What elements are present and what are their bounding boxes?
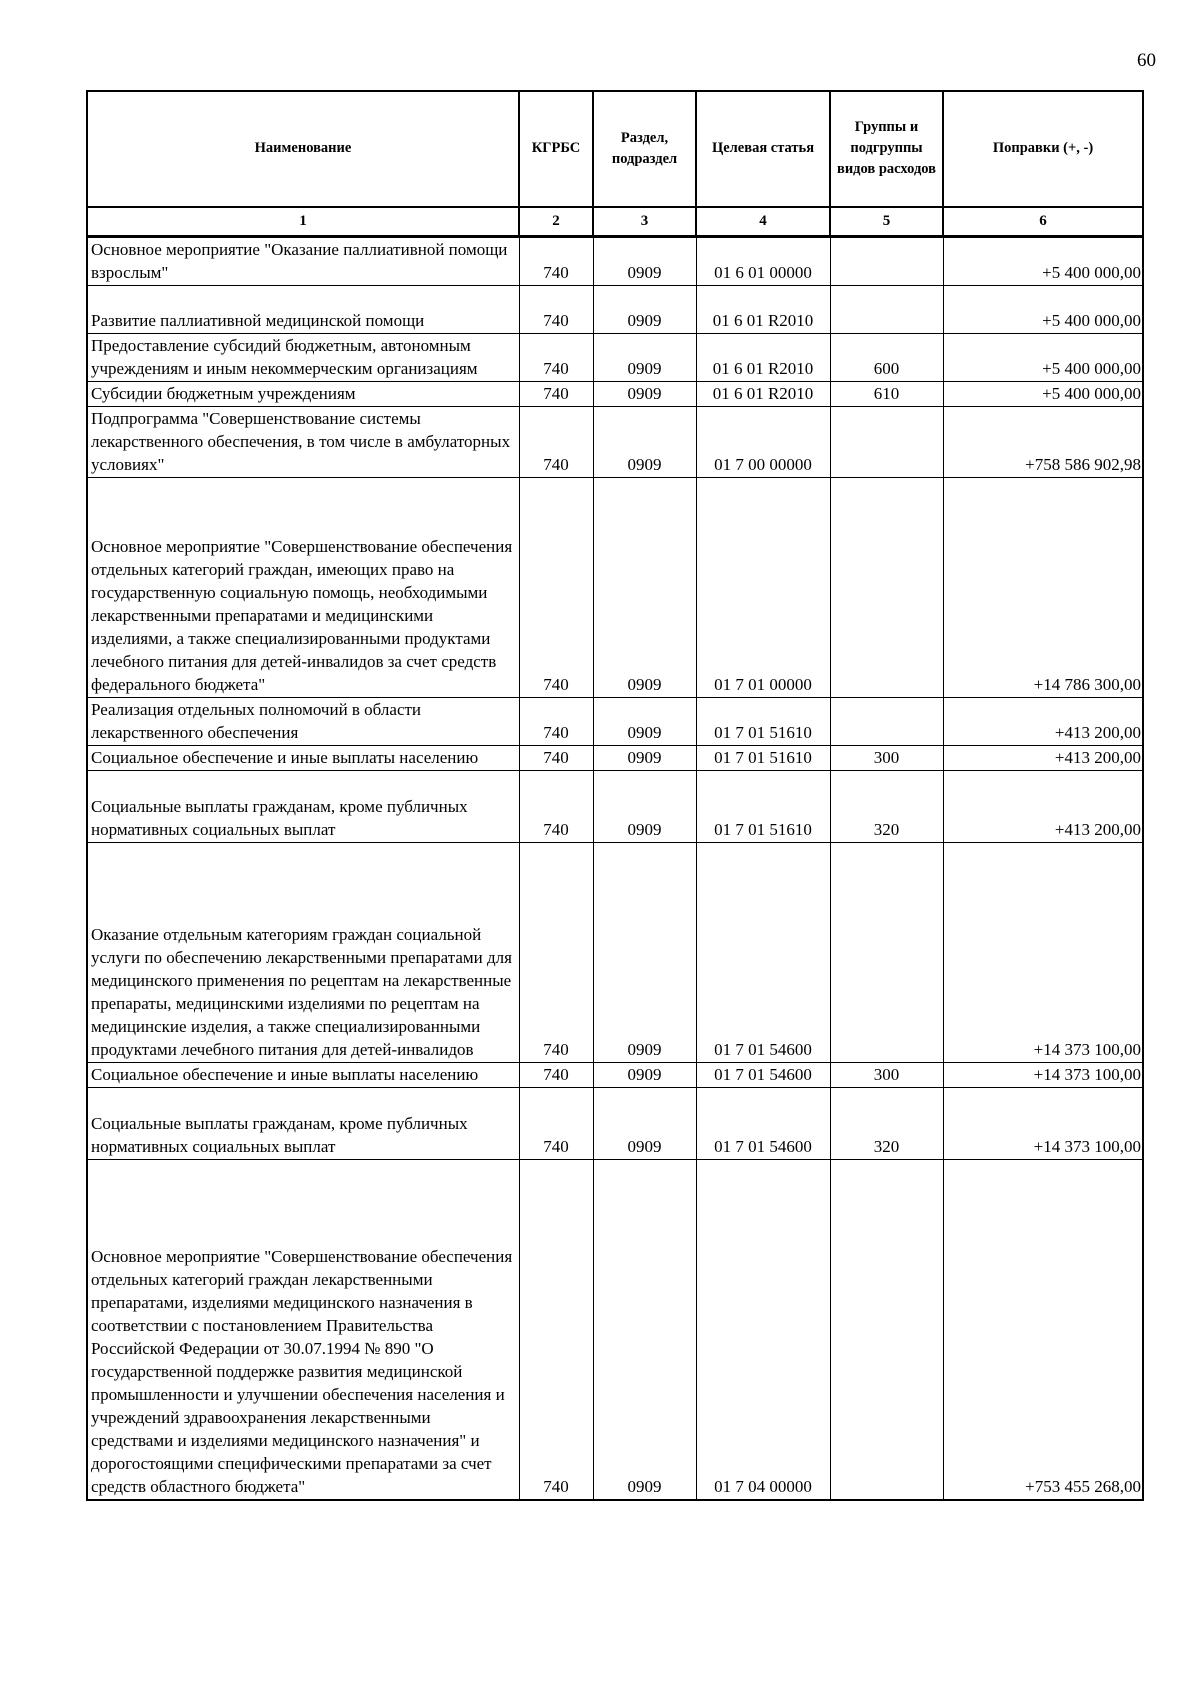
cell-amount: +413 200,00 xyxy=(943,771,1143,843)
cell-amount: +5 400 000,00 xyxy=(943,286,1143,334)
cell-kgrbs: 740 xyxy=(519,1160,593,1500)
cell-amount: +5 400 000,00 xyxy=(943,382,1143,407)
cell-name: Социальные выплаты гражданам, кроме публичных нормативных социальных выплат xyxy=(87,1088,519,1160)
cell-group: 600 xyxy=(830,334,943,382)
cell-name: Основное мероприятие "Совершенствование обеспечения отдельных категорий граждан лекарственными препаратами, изделиями медицинского назначения в соответствии с постановлением Правительства Российской Федерации от 30.07.1994 № 890 "О государственной поддержке развития медицинской промышленности и улучшении обеспечения населения и учреждений здравоохранения лекарственными средствами и изделиями медицинского назначения" и дорогостоящими специфическими препаратами за счет средств областного бюджета" xyxy=(87,1160,519,1500)
cell-group: 320 xyxy=(830,771,943,843)
header-target: Целевая статья xyxy=(696,91,830,207)
header-section: Раздел, подраздел xyxy=(593,91,696,207)
cell-section: 0909 xyxy=(593,286,696,334)
cell-kgrbs: 740 xyxy=(519,382,593,407)
cell-section: 0909 xyxy=(593,1063,696,1088)
cell-group: 610 xyxy=(830,382,943,407)
cell-section: 0909 xyxy=(593,382,696,407)
cell-amount: +413 200,00 xyxy=(943,698,1143,746)
cell-kgrbs: 740 xyxy=(519,1088,593,1160)
column-number: 6 xyxy=(943,207,1143,237)
column-number: 5 xyxy=(830,207,943,237)
header-name: Наименование xyxy=(87,91,519,207)
table-row xyxy=(87,843,1143,1063)
cell-amount: +5 400 000,00 xyxy=(943,334,1143,382)
table-row xyxy=(87,407,1143,478)
cell-name: Основное мероприятие "Оказание паллиативной помощи взрослым" xyxy=(87,237,519,286)
cell-amount: +14 373 100,00 xyxy=(943,1088,1143,1160)
cell-section: 0909 xyxy=(593,407,696,478)
cell-kgrbs: 740 xyxy=(519,286,593,334)
cell-section: 0909 xyxy=(593,771,696,843)
cell-section: 0909 xyxy=(593,1160,696,1500)
cell-target: 01 7 01 51610 xyxy=(696,746,830,771)
cell-amount: +5 400 000,00 xyxy=(943,237,1143,286)
cell-name: Социальное обеспечение и иные выплаты населению xyxy=(87,746,519,771)
cell-section: 0909 xyxy=(593,334,696,382)
cell-name: Развитие паллиативной медицинской помощи xyxy=(87,286,519,334)
cell-name: Основное мероприятие "Совершенствование обеспечения отдельных категорий граждан, имеющих право на государственную социальную помощь, необходимыми лекарственными препаратами и медицинскими изделиями, а также специализированными продуктами лечебного питания для детей-инвалидов за счет средств федерального бюджета" xyxy=(87,478,519,698)
cell-kgrbs: 740 xyxy=(519,407,593,478)
cell-group: 300 xyxy=(830,746,943,771)
cell-group xyxy=(830,407,943,478)
table-row xyxy=(87,286,1143,334)
cell-target: 01 7 01 54600 xyxy=(696,843,830,1063)
cell-amount: +413 200,00 xyxy=(943,746,1143,771)
cell-target: 01 7 01 51610 xyxy=(696,698,830,746)
cell-kgrbs: 740 xyxy=(519,1063,593,1088)
table-row xyxy=(87,698,1143,746)
header-amount: Поправки (+, -) xyxy=(943,91,1143,207)
cell-target: 01 6 01 R2010 xyxy=(696,286,830,334)
cell-section: 0909 xyxy=(593,237,696,286)
header-group: Группы и подгруппы видов расходов xyxy=(830,91,943,207)
cell-target: 01 6 01 R2010 xyxy=(696,382,830,407)
cell-target: 01 7 00 00000 xyxy=(696,407,830,478)
column-number: 4 xyxy=(696,207,830,237)
cell-group xyxy=(830,1160,943,1500)
cell-section: 0909 xyxy=(593,746,696,771)
cell-kgrbs: 740 xyxy=(519,237,593,286)
cell-group xyxy=(830,478,943,698)
table-row xyxy=(87,478,1143,698)
table-row xyxy=(87,1160,1143,1500)
table-row xyxy=(87,237,1143,286)
cell-name: Социальные выплаты гражданам, кроме публичных нормативных социальных выплат xyxy=(87,771,519,843)
column-number: 2 xyxy=(519,207,593,237)
cell-amount: +14 786 300,00 xyxy=(943,478,1143,698)
cell-kgrbs: 740 xyxy=(519,746,593,771)
cell-target: 01 7 01 00000 xyxy=(696,478,830,698)
cell-name: Реализация отдельных полномочий в области лекарственного обеспечения xyxy=(87,698,519,746)
cell-target: 01 6 01 00000 xyxy=(696,237,830,286)
cell-target: 01 7 01 54600 xyxy=(696,1063,830,1088)
cell-name: Социальное обеспечение и иные выплаты населению xyxy=(87,1063,519,1088)
cell-target: 01 7 01 54600 xyxy=(696,1088,830,1160)
page-number: 60 xyxy=(1137,50,1156,71)
table-row xyxy=(87,1088,1143,1160)
column-number: 1 xyxy=(87,207,519,237)
cell-section: 0909 xyxy=(593,1088,696,1160)
cell-kgrbs: 740 xyxy=(519,334,593,382)
table-row xyxy=(87,1063,1143,1088)
cell-kgrbs: 740 xyxy=(519,698,593,746)
cell-group xyxy=(830,286,943,334)
cell-amount: +758 586 902,98 xyxy=(943,407,1143,478)
cell-kgrbs: 740 xyxy=(519,771,593,843)
budget-table xyxy=(86,90,1144,1501)
table-row xyxy=(87,771,1143,843)
header-kgrbs: КГРБС xyxy=(519,91,593,207)
cell-section: 0909 xyxy=(593,843,696,1063)
table-row xyxy=(87,334,1143,382)
cell-amount: +753 455 268,00 xyxy=(943,1160,1143,1500)
column-number: 3 xyxy=(593,207,696,237)
cell-target: 01 7 01 51610 xyxy=(696,771,830,843)
cell-group xyxy=(830,698,943,746)
cell-name: Предоставление субсидий бюджетным, автономным учреждениям и иным некоммерческим организациям xyxy=(87,334,519,382)
table-row xyxy=(87,746,1143,771)
cell-section: 0909 xyxy=(593,478,696,698)
cell-name: Подпрограмма "Совершенствование системы лекарственного обеспечения, в том числе в амбулаторных условиях" xyxy=(87,407,519,478)
cell-kgrbs: 740 xyxy=(519,478,593,698)
column-numbers-row xyxy=(87,207,1143,237)
cell-group xyxy=(830,843,943,1063)
cell-kgrbs: 740 xyxy=(519,843,593,1063)
cell-amount: +14 373 100,00 xyxy=(943,843,1143,1063)
table-header-row xyxy=(87,91,1143,207)
cell-target: 01 7 04 00000 xyxy=(696,1160,830,1500)
cell-section: 0909 xyxy=(593,698,696,746)
cell-name: Оказание отдельным категориям граждан социальной услуги по обеспечению лекарственными препаратами для медицинского применения по рецептам на лекарственные препараты, медицинскими изделиями по рецептам на медицинские изделия, а также специализированными продуктами лечебного питания для детей-инвалидов xyxy=(87,843,519,1063)
cell-group: 320 xyxy=(830,1088,943,1160)
cell-group xyxy=(830,237,943,286)
cell-amount: +14 373 100,00 xyxy=(943,1063,1143,1088)
cell-name: Субсидии бюджетным учреждениям xyxy=(87,382,519,407)
cell-target: 01 6 01 R2010 xyxy=(696,334,830,382)
table-row xyxy=(87,382,1143,407)
cell-group: 300 xyxy=(830,1063,943,1088)
